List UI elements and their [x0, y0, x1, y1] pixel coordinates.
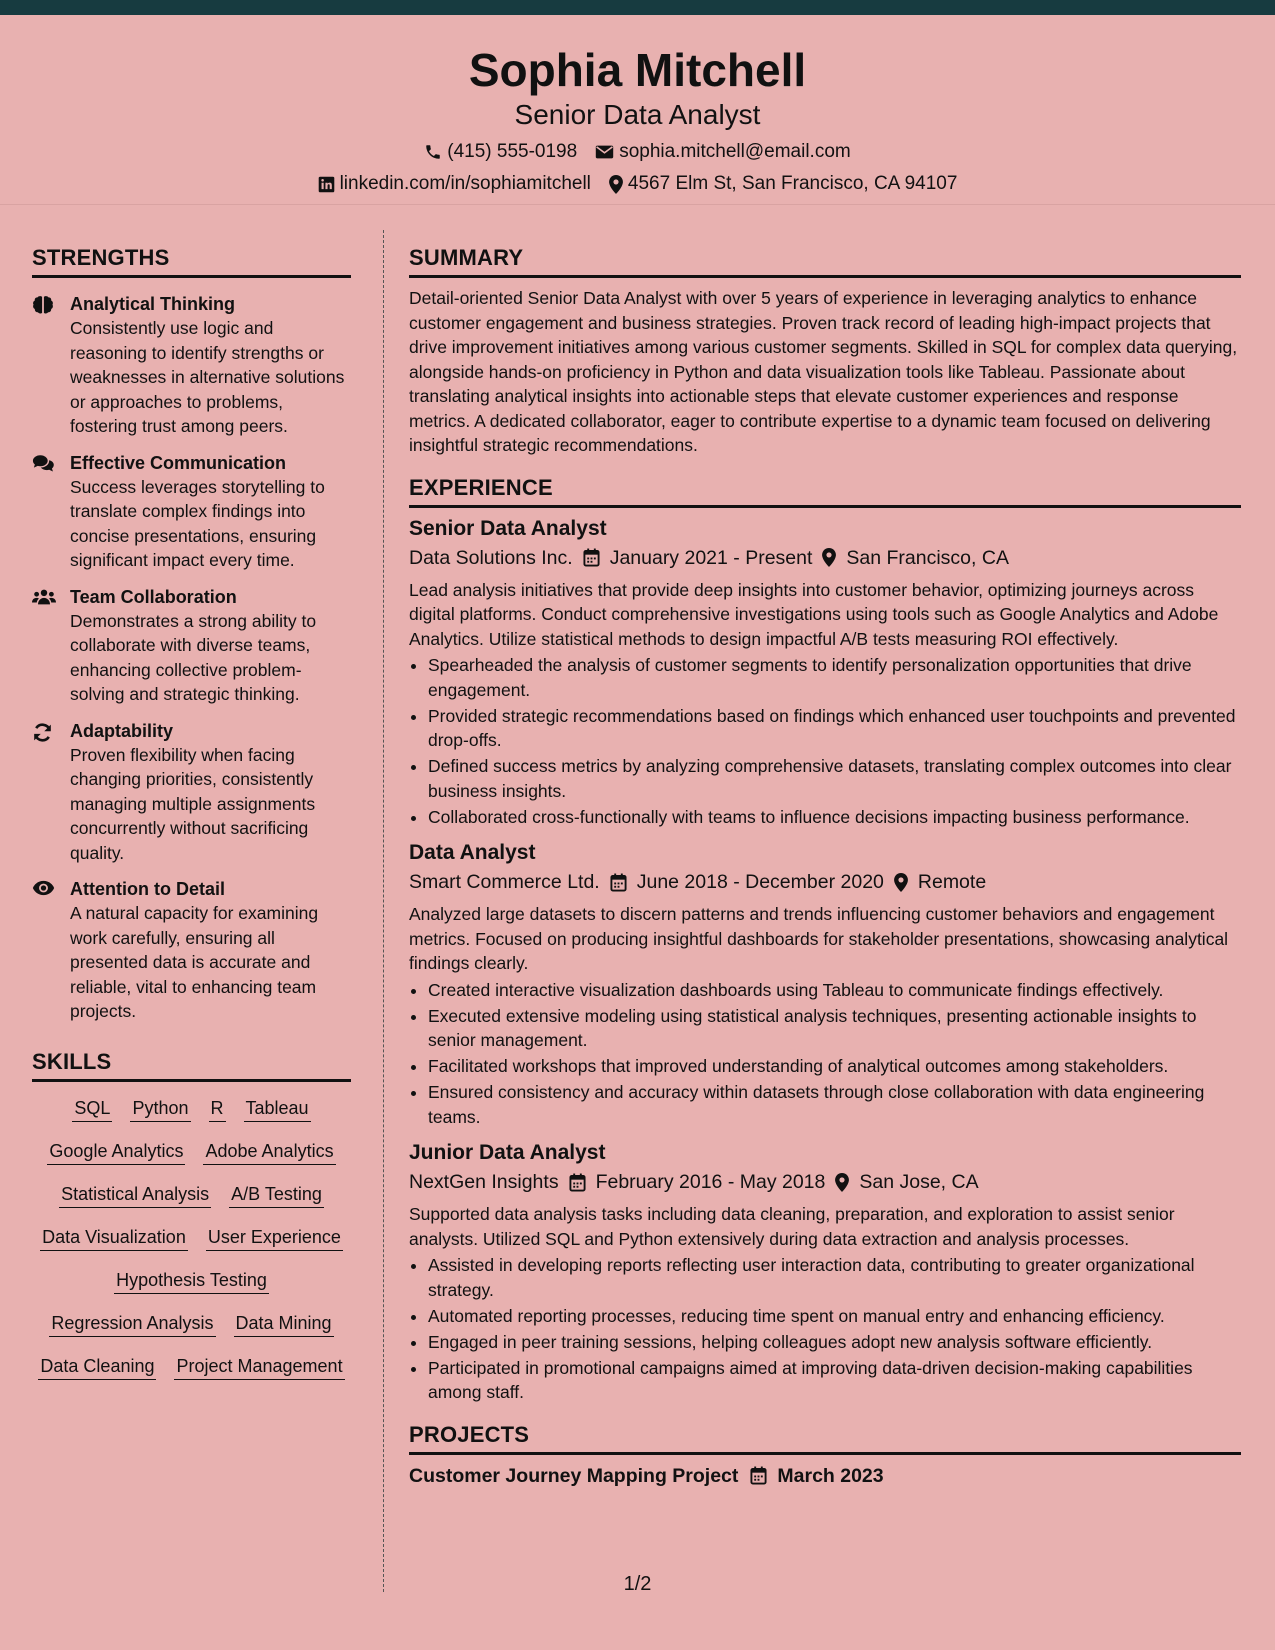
calendar-icon [610, 873, 627, 892]
job-bullet: • Collaborated cross-functionally with teams to influence decisions impacting business performance. [428, 805, 1241, 830]
job-bullet: • Facilitated workshops that improved understanding of analytical outcomes among stakeholders. [428, 1054, 1241, 1079]
strength-desc: Consistently use logic and reasoning to identify strengths or weaknesses in alternative solutions or approaches to problems, fostering trust among peers. [70, 318, 345, 436]
right-column [409, 244, 1241, 1490]
summary-heading: SUMMARY [409, 244, 1241, 278]
job-location-text: San Francisco, CA [846, 546, 1009, 569]
job-location [822, 544, 1009, 572]
job-bullet: • Ensured consistency and accuracy within datasets through close collaboration with data engineering teams. [428, 1080, 1241, 1129]
job-location-text: Remote [917, 871, 987, 893]
job-dates-text: January 2021 - Present [609, 546, 813, 569]
column-divider [383, 230, 384, 1592]
job-meta [409, 544, 1241, 572]
left-column [32, 244, 351, 1380]
comments-icon [32, 451, 56, 573]
header-divider [0, 204, 1275, 205]
brain-icon [32, 292, 56, 439]
job-description: Lead analysis initiatives that provide deep insights into customer behavior, optimizing journeys across digital platforms. Conduct comprehensive investigations using tools such as Google Analytics and Adobe Analytics. Utilize statistical methods to design impactful A/B tests measuring ROI effectively. [409, 579, 1219, 649]
calendar-icon [569, 1173, 586, 1192]
strength-title: Attention to Detail [70, 879, 225, 899]
users-icon [32, 585, 56, 707]
project-title: Customer Journey Mapping Project [409, 1464, 739, 1487]
job-bullets [409, 1253, 1241, 1405]
phone-text: (415) 555-0198 [447, 141, 578, 162]
map-marker-icon [609, 175, 623, 194]
strength-title: Analytical Thinking [70, 294, 236, 314]
phone-contact [424, 136, 577, 168]
strength-item [32, 451, 351, 573]
job-dates [610, 868, 884, 896]
skills-heading: SKILLS [32, 1048, 351, 1082]
skill-tag: Hypothesis Testing [114, 1268, 269, 1294]
job-company: Data Solutions Inc. [409, 546, 573, 569]
job-description: Supported data analysis tasks including data cleaning, preparation, and exploration to assist senior analysts. Utilized SQL and Python extensively during data extraction and analysis processes. [409, 1204, 1175, 1249]
map-marker-icon [822, 548, 836, 567]
job-bullet: • Spearheaded the analysis of customer segments to identify personalization opportunities that drive engagement. [428, 653, 1241, 702]
job-title: Data Analyst [409, 841, 536, 864]
skill-tag: A/B Testing [229, 1182, 324, 1208]
strength-item [32, 292, 351, 439]
strength-desc: A natural capacity for examining work carefully, ensuring all presented data is accurate and reliable, vital to enhancing team projects. [70, 903, 319, 1021]
job-bullet: • Created interactive visualization dashboards using Tableau to communicate findings effectively. [428, 978, 1241, 1003]
strength-desc: Proven flexibility when facing changing priorities, consistently managing multiple assignments concurrently without sacrificing quality. [70, 744, 316, 863]
strength-item [32, 719, 351, 866]
job-bullet: • Assisted in developing reports reflecting user interaction data, contributing to greater organizational strategy. [428, 1253, 1241, 1302]
job-entry [409, 1139, 1241, 1405]
resume-header [0, 15, 1275, 194]
project-date [750, 1462, 883, 1490]
job-bullets [409, 978, 1241, 1130]
skill-tag: Tableau [244, 1096, 311, 1122]
strength-title: Team Collaboration [70, 586, 237, 607]
job-company: Smart Commerce Ltd. [409, 871, 600, 893]
job-entry [409, 839, 1241, 1129]
candidate-name: Sophia Mitchell [468, 44, 807, 96]
sync-icon [32, 719, 56, 866]
job-bullet: • Automated reporting processes, reducing time spent on manual entry and enhancing efficiency. [428, 1304, 1241, 1329]
candidate-title: Senior Data Analyst [514, 99, 761, 130]
skill-tag: Data Cleaning [38, 1354, 156, 1380]
job-dates [569, 1168, 826, 1196]
strength-item [32, 877, 351, 1024]
address-contact [609, 168, 958, 200]
job-dates-text: June 2018 - December 2020 [636, 871, 884, 893]
top-accent-bar [0, 0, 1275, 15]
contact-row-1 [0, 136, 1275, 168]
calendar-icon [583, 548, 600, 567]
calendar-icon [750, 1466, 767, 1485]
strength-title: Effective Communication [70, 452, 287, 473]
job-entry [409, 515, 1241, 830]
skill-tag: User Experience [206, 1225, 343, 1251]
linkedin-text[interactable]: linkedin.com/in/sophiamitchell [339, 173, 591, 194]
job-dates [583, 544, 813, 572]
job-location [894, 868, 986, 896]
map-marker-icon [894, 873, 908, 892]
skill-tag: Adobe Analytics [203, 1139, 335, 1165]
experience-heading: EXPERIENCE [409, 474, 1241, 508]
summary-text: Detail-oriented Senior Data Analyst with over 5 years of experience in leveraging analytics to enhance customer engagement and business strategies. Proven track record of leading high-impact projects that drive improvement initiatives among various customer segments. Skilled in SQL for complex data querying, alongside hands-on proficiency in Python and data visualization tools like Tableau. Passionate about translating analytical insights into actionable steps that elevate customer experiences and response metrics. A dedicated collaborator, eager to contribute expertise to a dynamic team focused on delivering insightful strategic recommendations. [409, 288, 1238, 455]
job-title: Senior Data Analyst [409, 516, 607, 540]
job-bullet: • Defined success metrics by analyzing comprehensive datasets, translating complex outcomes into clear business insights. [428, 754, 1241, 803]
strength-desc: Demonstrates a strong ability to collaborate with diverse teams, enhancing collective problem-solving and strategic thinking. [70, 610, 317, 704]
skill-tag: Python [130, 1096, 190, 1122]
job-meta [409, 1168, 1241, 1196]
job-company: NextGen Insights [409, 1171, 559, 1193]
job-title: Junior Data Analyst [409, 1141, 606, 1164]
job-description: Analyzed large datasets to discern patterns and trends influencing customer behaviors and engagement metrics. Focused on producing insightful dashboards for stakeholder presentations, showcasing analytical findings clearly. [409, 904, 1229, 973]
job-location-text: San Jose, CA [859, 1171, 979, 1193]
strength-item [32, 585, 351, 707]
linkedin-contact[interactable] [318, 168, 591, 200]
skill-tag: Statistical Analysis [59, 1182, 211, 1208]
address-text: 4567 Elm St, San Francisco, CA 94107 [627, 173, 958, 194]
strengths-heading: STRENGTHS [32, 244, 351, 278]
contact-row-2 [0, 168, 1275, 200]
project-date-text: March 2023 [777, 1464, 884, 1487]
skill-tag: R [209, 1096, 226, 1122]
projects-heading: PROJECTS [409, 1421, 1241, 1455]
job-meta [409, 868, 1241, 896]
job-dates-text: February 2016 - May 2018 [595, 1171, 826, 1193]
page-number: 1/2 [623, 1573, 652, 1595]
skill-tag: Google Analytics [47, 1139, 185, 1165]
eye-icon [32, 877, 56, 1024]
strength-desc: Success leverages storytelling to translate complex findings into concise presentations, ensuring significant impact every time. [70, 476, 325, 570]
linkedin-icon [318, 176, 335, 193]
job-bullet: • Executed extensive modeling using statistical analysis techniques, presenting actionable insights to senior management. [428, 1004, 1241, 1053]
email-contact[interactable] [595, 136, 851, 168]
skill-tag: Project Management [174, 1354, 344, 1380]
skill-tag: Regression Analysis [49, 1311, 215, 1337]
skills-list [32, 1096, 351, 1380]
email-text[interactable]: sophia.mitchell@email.com [619, 141, 851, 162]
job-bullets [409, 653, 1241, 829]
job-location [835, 1168, 978, 1196]
project-entry [409, 1462, 1241, 1490]
job-bullet: • Participated in promotional campaigns aimed at improving data-driven decision-making capabilities among staff. [428, 1356, 1241, 1405]
job-bullet: • Provided strategic recommendations based on findings which enhanced user touchpoints and prevented drop-offs. [428, 704, 1241, 753]
phone-icon [424, 143, 442, 161]
job-bullet: • Engaged in peer training sessions, helping colleagues adopt new analysis software efficiently. [428, 1330, 1241, 1355]
envelope-icon [595, 144, 614, 160]
skill-tag: Data Mining [234, 1311, 334, 1337]
skill-tag: SQL [72, 1096, 112, 1122]
skill-tag: Data Visualization [40, 1225, 188, 1251]
strength-title: Adaptability [70, 720, 174, 741]
map-marker-icon [835, 1173, 849, 1192]
